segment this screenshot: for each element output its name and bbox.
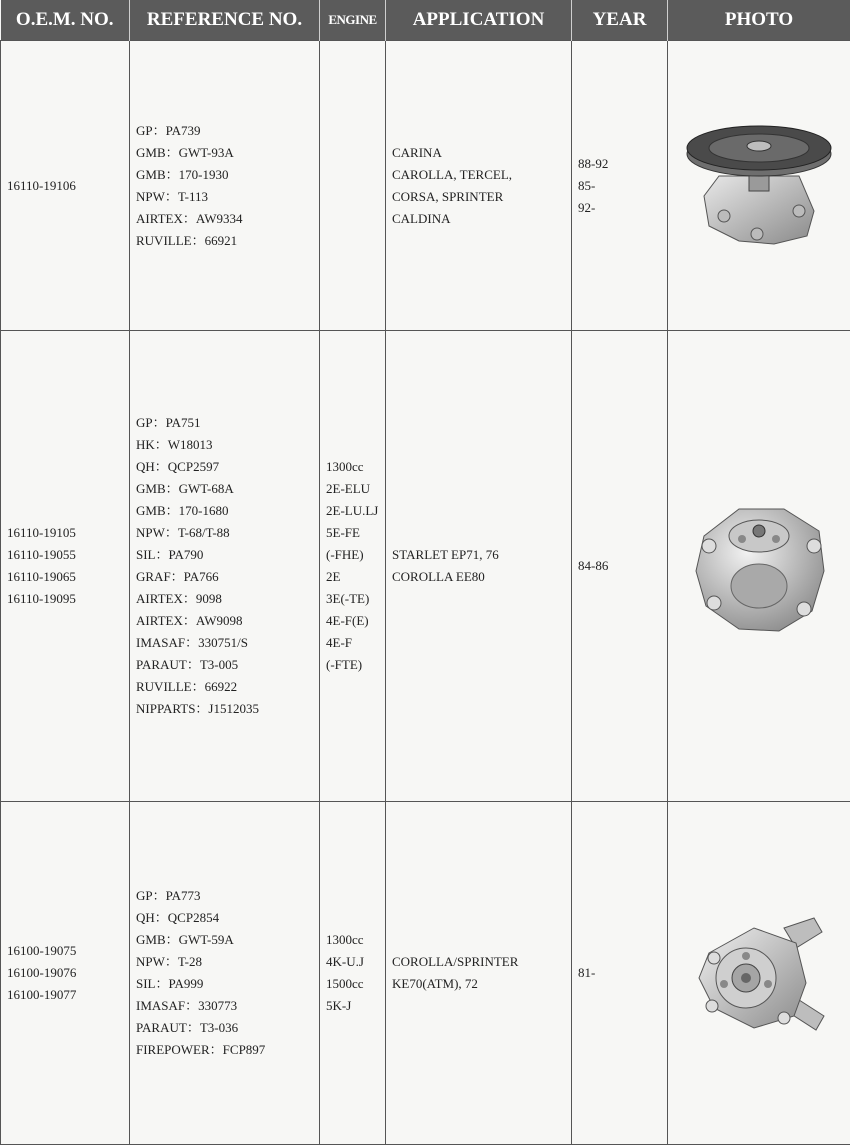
oem-cell bbox=[1, 331, 130, 802]
reference-number: GMB：GWT-68A bbox=[136, 478, 319, 500]
reference-number: QH：QCP2854 bbox=[136, 907, 319, 929]
engine-text: 4K-U.J bbox=[326, 951, 385, 973]
reference-number: NIPPARTS：J1512035 bbox=[136, 698, 319, 720]
year-cell bbox=[572, 802, 668, 1145]
engine-text: 3E(-TE) bbox=[326, 588, 385, 610]
application-text: COROLLA EE80 bbox=[392, 566, 571, 588]
year-text: 84-86 bbox=[578, 555, 667, 577]
photo-cell bbox=[668, 41, 850, 331]
year-cell bbox=[572, 331, 668, 802]
application-text: COROLLA/SPRINTER bbox=[392, 951, 571, 973]
application-text: CARINA bbox=[392, 142, 571, 164]
year-text: 92- bbox=[578, 197, 667, 219]
reference-number: PARAUT：T3-005 bbox=[136, 654, 319, 676]
reference-number: GP：PA773 bbox=[136, 885, 319, 907]
reference-number: RUVILLE：66921 bbox=[136, 230, 319, 252]
engine-text: 2E-LU.LJ bbox=[326, 500, 385, 522]
oem-cell bbox=[1, 802, 130, 1145]
water-pump-hose-photo bbox=[684, 898, 834, 1048]
reference-number: IMASAF：330773 bbox=[136, 995, 319, 1017]
photo-cell bbox=[668, 331, 850, 802]
engine-cell bbox=[320, 331, 386, 802]
header-application: APPLICATION bbox=[386, 0, 572, 41]
header-oem: O.E.M. NO. bbox=[1, 0, 130, 41]
header-reference: REFERENCE NO. bbox=[130, 0, 320, 41]
application-text: KE70(ATM), 72 bbox=[392, 973, 571, 995]
engine-text: 5E-FE bbox=[326, 522, 385, 544]
engine-text: 2E-ELU bbox=[326, 478, 385, 500]
engine-text: 1500cc bbox=[326, 973, 385, 995]
reference-number: IMASAF：330751/S bbox=[136, 632, 319, 654]
engine-cell bbox=[320, 41, 386, 331]
photo-cell bbox=[668, 802, 850, 1145]
reference-number: AIRTEX：AW9098 bbox=[136, 610, 319, 632]
year-cell bbox=[572, 41, 668, 331]
application-text: CORSA, SPRINTER bbox=[392, 186, 571, 208]
reference-number: SIL：PA999 bbox=[136, 973, 319, 995]
oem-number: 16110-19065 bbox=[7, 566, 129, 588]
reference-number: NPW：T-113 bbox=[136, 186, 319, 208]
reference-number: PARAUT：T3-036 bbox=[136, 1017, 319, 1039]
engine-text: 2E bbox=[326, 566, 385, 588]
engine-text: 4E-F(E) bbox=[326, 610, 385, 632]
reference-number: GMB：170-1680 bbox=[136, 500, 319, 522]
oem-number: 16110-19105 bbox=[7, 522, 129, 544]
application-text: CALDINA bbox=[392, 208, 571, 230]
reference-number: QH：QCP2597 bbox=[136, 456, 319, 478]
oem-cell bbox=[1, 41, 130, 331]
table-row bbox=[1, 802, 850, 1145]
reference-number: GP：PA739 bbox=[136, 120, 319, 142]
reference-number: NPW：T-68/T-88 bbox=[136, 522, 319, 544]
application-cell bbox=[386, 41, 572, 331]
reference-number: NPW：T-28 bbox=[136, 951, 319, 973]
oem-number: 16110-19055 bbox=[7, 544, 129, 566]
year-text: 85- bbox=[578, 175, 667, 197]
engine-text: 1300cc bbox=[326, 929, 385, 951]
oem-number: 16100-19075 bbox=[7, 940, 129, 962]
oem-number: 16110-19095 bbox=[7, 588, 129, 610]
engine-text: 5K-J bbox=[326, 995, 385, 1017]
header-engine: ENGINE bbox=[320, 0, 386, 41]
reference-number: HK：W18013 bbox=[136, 434, 319, 456]
reference-number: GMB：170-1930 bbox=[136, 164, 319, 186]
water-pump-flange-photo bbox=[684, 491, 834, 641]
oem-number: 16100-19077 bbox=[7, 984, 129, 1006]
reference-cell bbox=[130, 802, 320, 1145]
reference-number: SIL：PA790 bbox=[136, 544, 319, 566]
header-photo: PHOTO bbox=[668, 0, 850, 41]
engine-text: 4E-F bbox=[326, 632, 385, 654]
header-year: YEAR bbox=[572, 0, 668, 41]
year-text: 88-92 bbox=[578, 153, 667, 175]
reference-number: AIRTEX：AW9334 bbox=[136, 208, 319, 230]
oem-number: 16100-19076 bbox=[7, 962, 129, 984]
reference-cell bbox=[130, 331, 320, 802]
reference-number: GMB：GWT-93A bbox=[136, 142, 319, 164]
reference-cell bbox=[130, 41, 320, 331]
reference-number: GMB：GWT-59A bbox=[136, 929, 319, 951]
reference-number: FIREPOWER：FCP897 bbox=[136, 1039, 319, 1061]
oem-number: 16110-19106 bbox=[7, 175, 129, 197]
reference-number: AIRTEX：9098 bbox=[136, 588, 319, 610]
table-row bbox=[1, 331, 850, 802]
table-row bbox=[1, 41, 850, 331]
engine-text: (-FTE) bbox=[326, 654, 385, 676]
application-text: STARLET EP71, 76 bbox=[392, 544, 571, 566]
reference-number: GP：PA751 bbox=[136, 412, 319, 434]
header-row bbox=[1, 0, 850, 41]
year-text: 81- bbox=[578, 962, 667, 984]
engine-cell bbox=[320, 802, 386, 1145]
water-pump-pulley-photo bbox=[679, 116, 839, 256]
engine-text: (-FHE) bbox=[326, 544, 385, 566]
reference-number: RUVILLE：66922 bbox=[136, 676, 319, 698]
reference-number: GRAF：PA766 bbox=[136, 566, 319, 588]
engine-text: 1300cc bbox=[326, 456, 385, 478]
application-cell bbox=[386, 331, 572, 802]
application-cell bbox=[386, 802, 572, 1145]
application-text: CAROLLA, TERCEL, bbox=[392, 164, 571, 186]
